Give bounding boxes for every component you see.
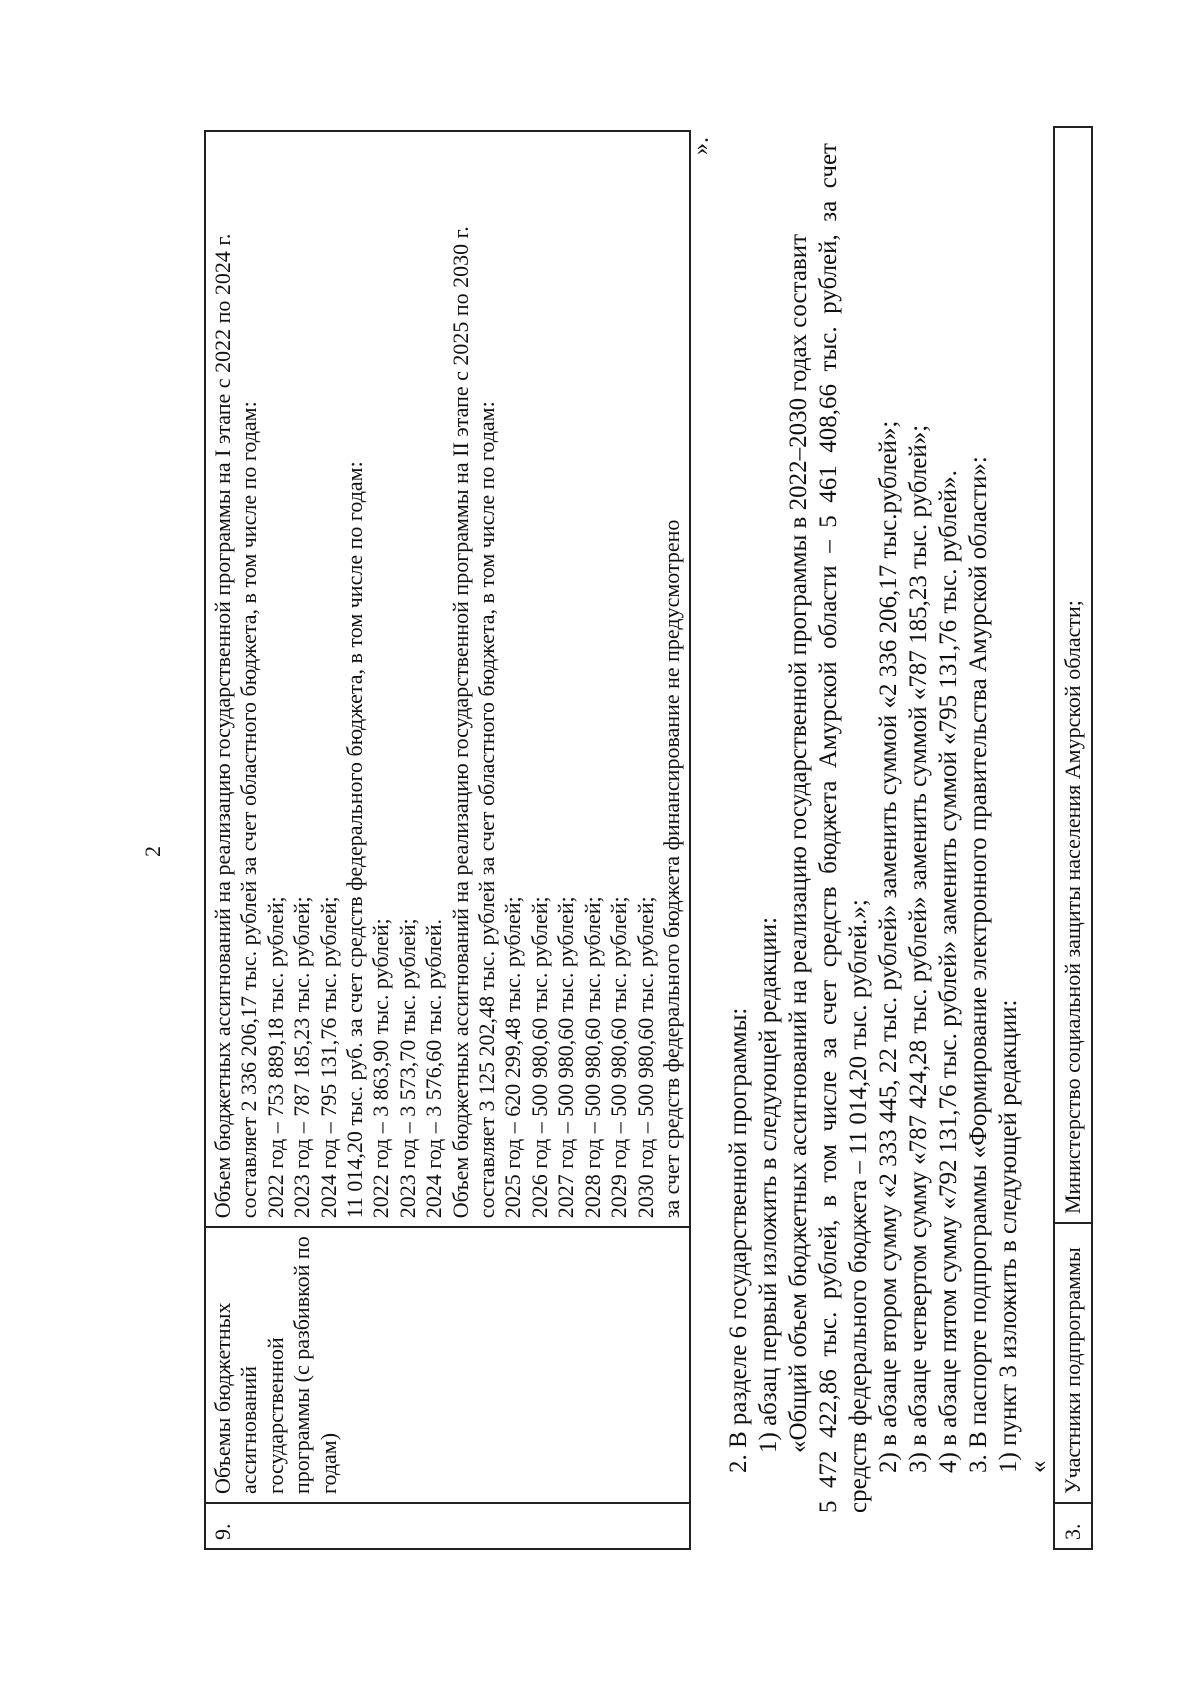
content-line: за счет средств федерального бюджета финансирование не предусмотрено xyxy=(658,519,684,1219)
content-line: 2027 год – 500 980,60 тыс. рублей; xyxy=(553,896,579,1219)
paragraph-line: 2. В разделе 6 государственной программы: xyxy=(725,1007,752,1473)
content-line: 2024 год – 795 131,76 тыс. рублей; xyxy=(315,896,341,1219)
row-number-cell: 9. xyxy=(205,1503,690,1549)
label-line: государственной xyxy=(262,1337,288,1494)
label-line: Объемы бюджетных xyxy=(210,1302,235,1494)
table-row xyxy=(1054,127,1092,1549)
content-line: составляет 3 125 202,48 тыс. рублей за счет областного бюджета, в том числе по годам: xyxy=(474,401,500,1219)
table-row xyxy=(205,131,690,1549)
content-line: 2026 год – 500 980,60 тыс. рублей; xyxy=(526,896,552,1219)
page-number: 2 xyxy=(140,846,165,857)
content-line: 11 014,20 тыс. руб. за счет средств федерального бюджета, в том числе по годам: xyxy=(342,461,368,1219)
content-line: 2029 год – 500 980,60 тыс. рублей; xyxy=(606,896,632,1219)
label-line: программы (с разбивкой по xyxy=(289,1236,315,1494)
subprogram-participants-table xyxy=(1053,126,1093,1550)
content-line: составляет 2 336 206,17 тыс. рублей за счет областного бюджета, в том числе по годам: xyxy=(236,401,262,1219)
label-line: годам) xyxy=(315,1432,341,1494)
row-label-cell xyxy=(205,1227,690,1503)
content-line: 2028 год – 500 980,60 тыс. рублей; xyxy=(579,896,605,1219)
content-line: 2030 год – 500 980,60 тыс. рублей; xyxy=(632,896,658,1219)
closing-quote: ». xyxy=(688,137,714,155)
content-line: 2022 год – 3 863,90 тыс. рублей; xyxy=(368,918,394,1219)
amendment-text xyxy=(724,143,1054,1513)
paragraph-line: 3. В паспорте подпрограммы «Формирование электронного правительства Амурской области»: xyxy=(965,456,992,1473)
opening-quote: « xyxy=(1025,1460,1052,1473)
content-line: 2025 год – 620 299,48 тыс. рублей; xyxy=(500,896,526,1219)
paragraph-line: 2) в абзаце втором сумму «2 333 445, 22 тыс. рублей» заменить суммой «2 336 206,17 тыс.рублей»; xyxy=(875,420,902,1473)
content-line: 2024 год – 3 576,60 тыс. рублей. xyxy=(421,919,447,1219)
content-line: 2023 год – 3 573,70 тыс. рублей; xyxy=(394,918,420,1219)
row-content-cell: Министерство социальной защиты населения Амурской области; xyxy=(1054,127,1092,1223)
paragraph-line: 5 472 422,86 тыс. рублей, в том числе за счет средств бюджета Амурской области – 5 461 408,66 тыс. рублей, за счет xyxy=(815,143,842,1513)
row-label-cell: Участники подпрограммы xyxy=(1054,1223,1092,1503)
budget-allocations-table xyxy=(204,130,691,1550)
paragraph-line: 3) в абзаце четвертом сумму «787 424,28 тыс. рублей» заменить суммой «787 185,23 тыс. рублей»; xyxy=(905,424,932,1473)
content-line: Объем бюджетных ассигнований на реализацию государственной программы на I этапе с 2022 по 2024 г. xyxy=(210,233,235,1219)
content-line: 2022 год – 753 889,18 тыс. рублей; xyxy=(262,896,288,1219)
content-line: 2023 год – 787 185,23 тыс. рублей; xyxy=(289,896,315,1219)
paragraph-line: средств федерального бюджета – 11 014,20 тыс. рублей.»; xyxy=(845,899,872,1513)
label-line: ассигнований xyxy=(236,1365,262,1494)
row-number-cell: 3. xyxy=(1054,1503,1092,1549)
paragraph-line: «Общий объем бюджетных ассигнований на реализацию государственной программы в 2022–2030 годах составит xyxy=(785,233,812,1453)
paragraph-line: 1) абзац первый изложить в следующей редакции: xyxy=(755,916,782,1453)
row-content-cell xyxy=(205,131,690,1227)
content-line: Объем бюджетных ассигнований на реализацию государственной программы на II этапе с 2025 по 2030 г. xyxy=(447,226,473,1219)
paragraph-line: 4) в абзаце пятом сумму «792 131,76 тыс. рублей» заменить суммой «795 131,76 тыс. рублей». xyxy=(935,470,962,1473)
paragraph-line: 1) пункт 3 изложить в следующей редакции: xyxy=(995,999,1022,1473)
